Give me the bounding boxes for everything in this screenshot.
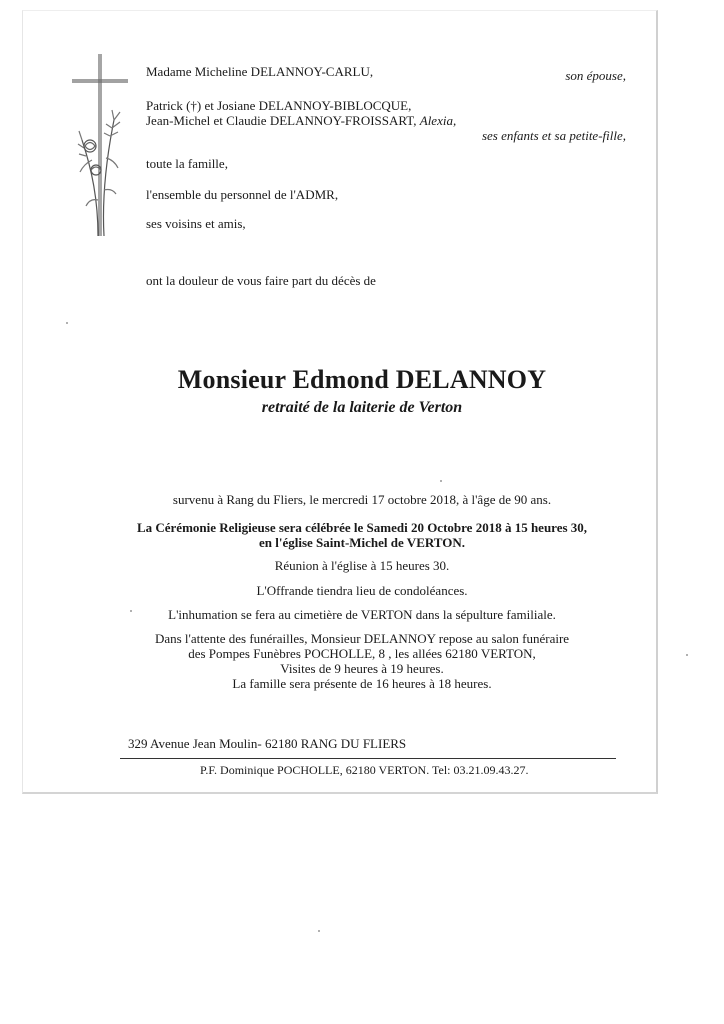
deceased-subtitle: retraité de la laiterie de Verton (261, 399, 463, 416)
wake-line-4: La famille sera présente de 16 heures à 18 heures. (232, 676, 492, 691)
scan-speck (130, 610, 132, 612)
burial-info: L'inhumation se fera au cimetière de VERTON dans la sépulture familiale. (168, 607, 556, 622)
children-role: ses enfants et sa petite-fille, (481, 128, 626, 143)
neighbors-line: ses voisins et amis, (146, 216, 246, 231)
scan-speck (686, 654, 688, 656)
widow-role: son épouse, (565, 68, 626, 83)
children-line-1: Patrick (†) et Josiane DELANNOY-BIBLOCQUE, (146, 98, 412, 113)
death-info: survenu à Rang du Fliers, le mercredi 17 octobre 2018, à l'âge de 90 ans. (172, 492, 552, 507)
granddaughter-name: Alexia, (419, 113, 457, 128)
deceased-name: Monsieur Edmond DELANNOY (177, 365, 547, 394)
ceremony-line-1: La Cérémonie Religieuse sera célébrée le Samedi 20 Octobre 2018 à 15 heures 30, (136, 520, 588, 535)
scan-speck (318, 930, 320, 932)
funeral-home-info: P.F. Dominique POCHOLLE, 62180 VERTON. Tel: 03.21.09.43.27. (200, 763, 529, 777)
widow-name: Madame Micheline DELANNOY-CARLU, (146, 64, 374, 79)
family-line: toute la famille, (146, 156, 228, 171)
footer-divider (120, 758, 616, 759)
wake-line-3: Visites de 9 heures à 19 heures. (280, 661, 444, 676)
children-line-2 (146, 113, 456, 129)
children-names: Jean-Michel et Claudie DELANNOY-FROISSART, (146, 113, 417, 128)
scan-speck (66, 322, 68, 324)
announcement-line: ont la douleur de vous faire part du décès de (146, 273, 376, 288)
wake-line-1: Dans l'attente des funérailles, Monsieur DELANNOY repose au salon funéraire (154, 631, 570, 646)
offering-info: L'Offrande tiendra lieu de condoléances. (256, 583, 468, 598)
family-address: 329 Avenue Jean Moulin- 62180 RANG DU FLIERS (128, 736, 407, 751)
meeting-info: Réunion à l'église à 15 heures 30. (274, 558, 450, 573)
ceremony-line-2: en l'église Saint-Michel de VERTON. (259, 535, 465, 550)
staff-line: l'ensemble du personnel de l'ADMR, (146, 187, 339, 202)
scan-speck (440, 480, 442, 482)
cross-with-wheat-and-rose-icon (68, 50, 134, 240)
wake-line-2: des Pompes Funèbres POCHOLLE, 8 , les allées 62180 VERTON, (188, 646, 536, 661)
